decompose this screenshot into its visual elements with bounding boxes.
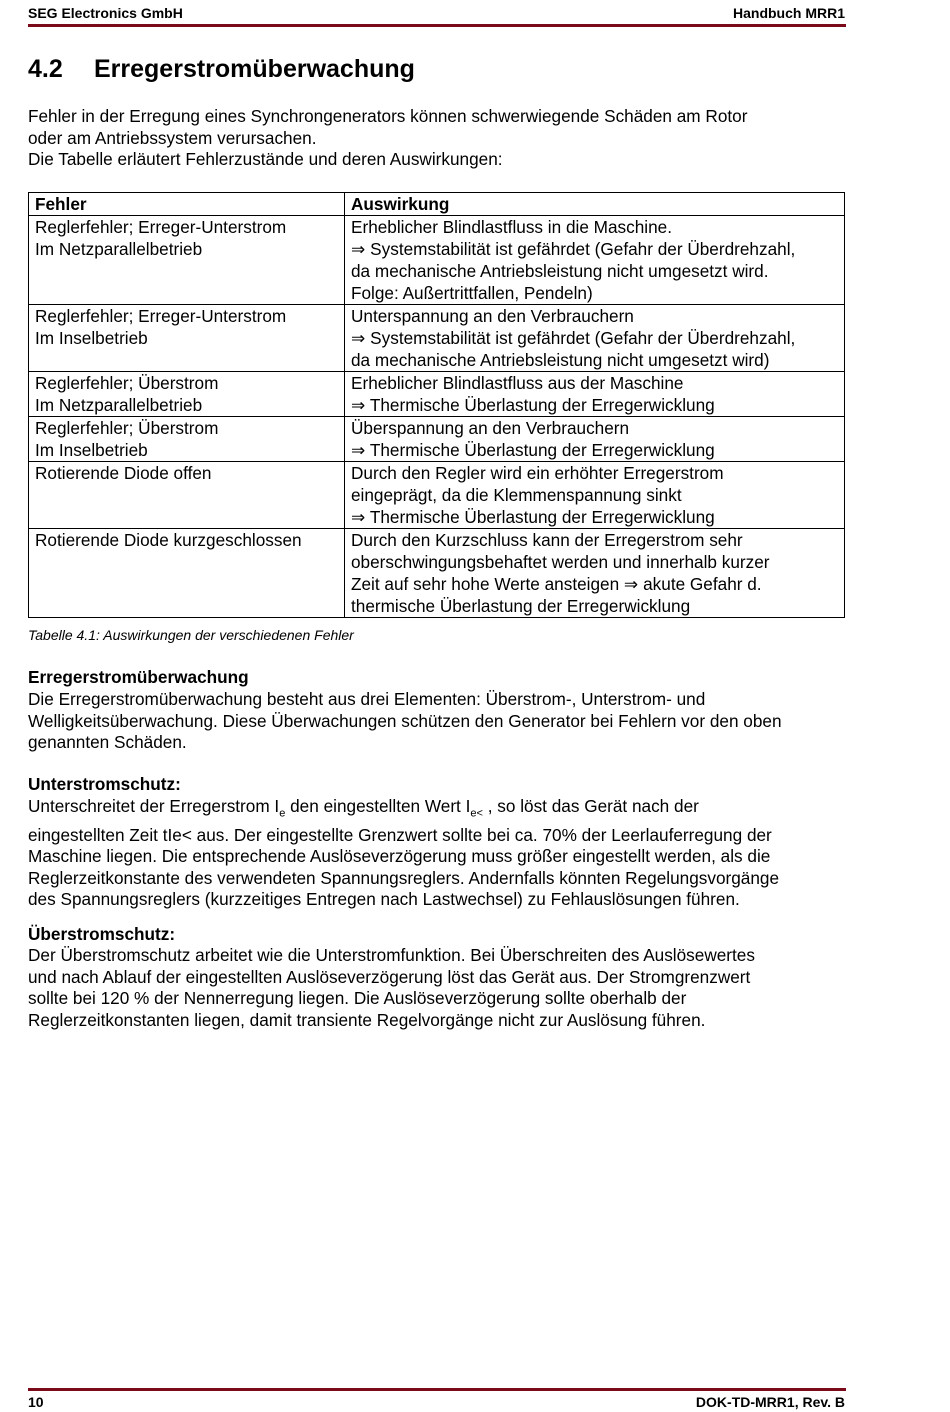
page-number: 10 <box>28 1394 44 1410</box>
erreger-heading: Erregerstromüberwachung <box>28 667 249 687</box>
auswirkung-cell <box>345 216 845 305</box>
cell-line: Erheblicher Blindlastfluss in die Maschine. <box>351 217 672 237</box>
intro-line: Die Tabelle erläutert Fehlerzustände und deren Auswirkungen: <box>28 149 503 169</box>
text-run: , so löst das Gerät nach der <box>482 796 699 816</box>
cell-line: Durch den Regler wird ein erhöhter Erregerstrom <box>351 463 724 483</box>
fehler-cell <box>29 462 345 529</box>
fehler-cell <box>29 417 345 462</box>
cell-line: ⇒ Systemstabilität ist gefährdet (Gefahr der Überdrehzahl, <box>351 328 796 348</box>
para-line: eingestellten Zeit tIe< aus. Der eingestellte Grenzwert sollte bei ca. 70% der Leerlauferregung der <box>28 824 772 845</box>
para-line <box>28 796 848 825</box>
table-row <box>29 417 845 462</box>
section-heading <box>28 55 415 84</box>
text-run: Unterschreitet der Erregerstrom I <box>28 796 280 816</box>
para-line: und nach Ablauf der eingestellten Auslöseverzögerung löst das Gerät aus. Der Stromgrenzwert <box>28 966 751 987</box>
document-id: DOK-TD-MRR1, Rev. B <box>695 1394 845 1410</box>
cell-line: eingeprägt, da die Klemmenspannung sinkt <box>351 485 682 505</box>
column-header-fehler: Fehler <box>29 193 345 216</box>
subscript: e <box>279 807 286 820</box>
cell-line: Rotierende Diode offen <box>35 463 212 483</box>
table-row <box>29 529 845 618</box>
para-line: genannten Schäden. <box>28 732 187 752</box>
fehler-cell <box>29 372 345 417</box>
cell-line: Erheblicher Blindlastfluss aus der Maschine <box>351 373 684 393</box>
para-line: Die Erregerstromüberwachung besteht aus drei Elementen: Überstrom-, Unterstrom- und <box>28 689 706 709</box>
cell-line: Reglerfehler; Überstrom <box>35 373 219 393</box>
header-rule <box>28 24 846 27</box>
para-line: Reglerzeitkonstanten liegen, damit transiente Regelvorgänge nicht zur Auslösung führen. <box>28 1009 706 1030</box>
erreger-paragraph <box>28 689 848 754</box>
cell-line: da mechanische Antriebsleistung nicht umgesetzt wird. <box>351 261 769 281</box>
para-line: Welligkeitsüberwachung. Diese Überwachungen schützen den Generator bei Fehlern vor den oben <box>28 710 782 731</box>
section-number: 4.2 <box>28 55 63 83</box>
cell-line: da mechanische Antriebsleistung nicht umgesetzt wird) <box>351 350 770 370</box>
cell-line: Zeit auf sehr hohe Werte ansteigen ⇒ akute Gefahr d. <box>351 574 762 594</box>
ueberstrom-heading: Überstromschutz: <box>28 924 176 944</box>
table-row <box>29 462 845 529</box>
cell-line: Im Netzparallelbetrieb <box>35 395 203 415</box>
cell-line: Überspannung an den Verbrauchern <box>351 418 630 438</box>
cell-line: ⇒ Thermische Überlastung der Erregerwicklung <box>351 395 715 415</box>
cell-line: Unterspannung an den Verbrauchern <box>351 306 634 326</box>
auswirkung-cell <box>345 372 845 417</box>
intro-line: Fehler in der Erregung eines Synchrongenerators können schwerwiegende Schäden am Rotor <box>28 106 748 126</box>
fehler-cell <box>29 216 345 305</box>
cell-line: Folge: Außertrittfallen, Pendeln) <box>351 283 593 303</box>
para-line: Reglerzeitkonstante des verwendeten Spannungsreglers. Andernfalls könnten Regelungsvorgänge <box>28 867 780 888</box>
cell-line: Durch den Kurzschluss kann der Erregerstrom sehr <box>351 530 743 550</box>
table-caption: Tabelle 4.1: Auswirkungen der verschiedenen Fehler <box>28 627 354 643</box>
subscript: e< <box>470 807 483 820</box>
cell-line: ⇒ Thermische Überlastung der Erregerwicklung <box>351 440 715 460</box>
para-line: Maschine liegen. Die entsprechende Auslöseverzögerung muss größer eingestellt werden, als die <box>28 846 771 867</box>
table-row <box>29 305 845 372</box>
ueberstrom-paragraph <box>28 945 848 1031</box>
unterstrom-paragraph <box>28 796 848 911</box>
cell-line: Im Inselbetrieb <box>35 328 148 348</box>
cell-line: oberschwingungsbehaftet werden und innerhalb kurzer <box>351 552 770 572</box>
page-header <box>28 5 845 23</box>
cell-line: Im Inselbetrieb <box>35 440 148 460</box>
table-row <box>29 216 845 305</box>
text-run: den eingestellten Wert I <box>285 796 471 816</box>
cell-line: Reglerfehler; Erreger-Unterstrom <box>35 306 287 326</box>
para-line: sollte bei 120 % der Nennerregung liegen. Die Auslöseverzögerung sollte oberhalb der <box>28 988 687 1008</box>
auswirkung-cell <box>345 305 845 372</box>
cell-line: ⇒ Thermische Überlastung der Erregerwicklung <box>351 507 715 527</box>
cell-line: Reglerfehler; Überstrom <box>35 418 219 438</box>
cell-line: Rotierende Diode kurzgeschlossen <box>35 530 302 550</box>
cell-line: ⇒ Systemstabilität ist gefährdet (Gefahr der Überdrehzahl, <box>351 239 796 259</box>
auswirkung-cell <box>345 462 845 529</box>
fehler-cell <box>29 305 345 372</box>
footer-rule <box>28 1388 846 1391</box>
cell-line: thermische Überlastung der Erregerwicklung <box>351 596 691 616</box>
auswirkung-cell <box>345 417 845 462</box>
unterstrom-heading: Unterstromschutz: <box>28 774 181 794</box>
para-line: des Spannungsreglers (kurzzeitiges Entregen nach Lastwechsel) zu Fehlauslösungen führen. <box>28 889 740 910</box>
header-manual: Handbuch MRR1 <box>733 5 845 21</box>
para-line: Der Überstromschutz arbeitet wie die Unterstromfunktion. Bei Überschreiten des Auslösewertes <box>28 945 755 965</box>
cell-line: Im Netzparallelbetrieb <box>35 239 203 259</box>
section-title: Erregerstromüberwachung <box>94 55 415 83</box>
intro-paragraph <box>28 106 848 171</box>
table-row <box>29 372 845 417</box>
fault-table <box>28 192 845 618</box>
column-header-auswirkung: Auswirkung <box>345 193 845 216</box>
intro-line: oder am Antriebssystem verursachen. <box>28 127 317 148</box>
cell-line: Reglerfehler; Erreger-Unterstrom <box>35 217 287 237</box>
auswirkung-cell <box>345 529 845 618</box>
fehler-cell <box>29 529 345 618</box>
table-header-row <box>29 193 845 216</box>
header-company: SEG Electronics GmbH <box>28 5 183 21</box>
